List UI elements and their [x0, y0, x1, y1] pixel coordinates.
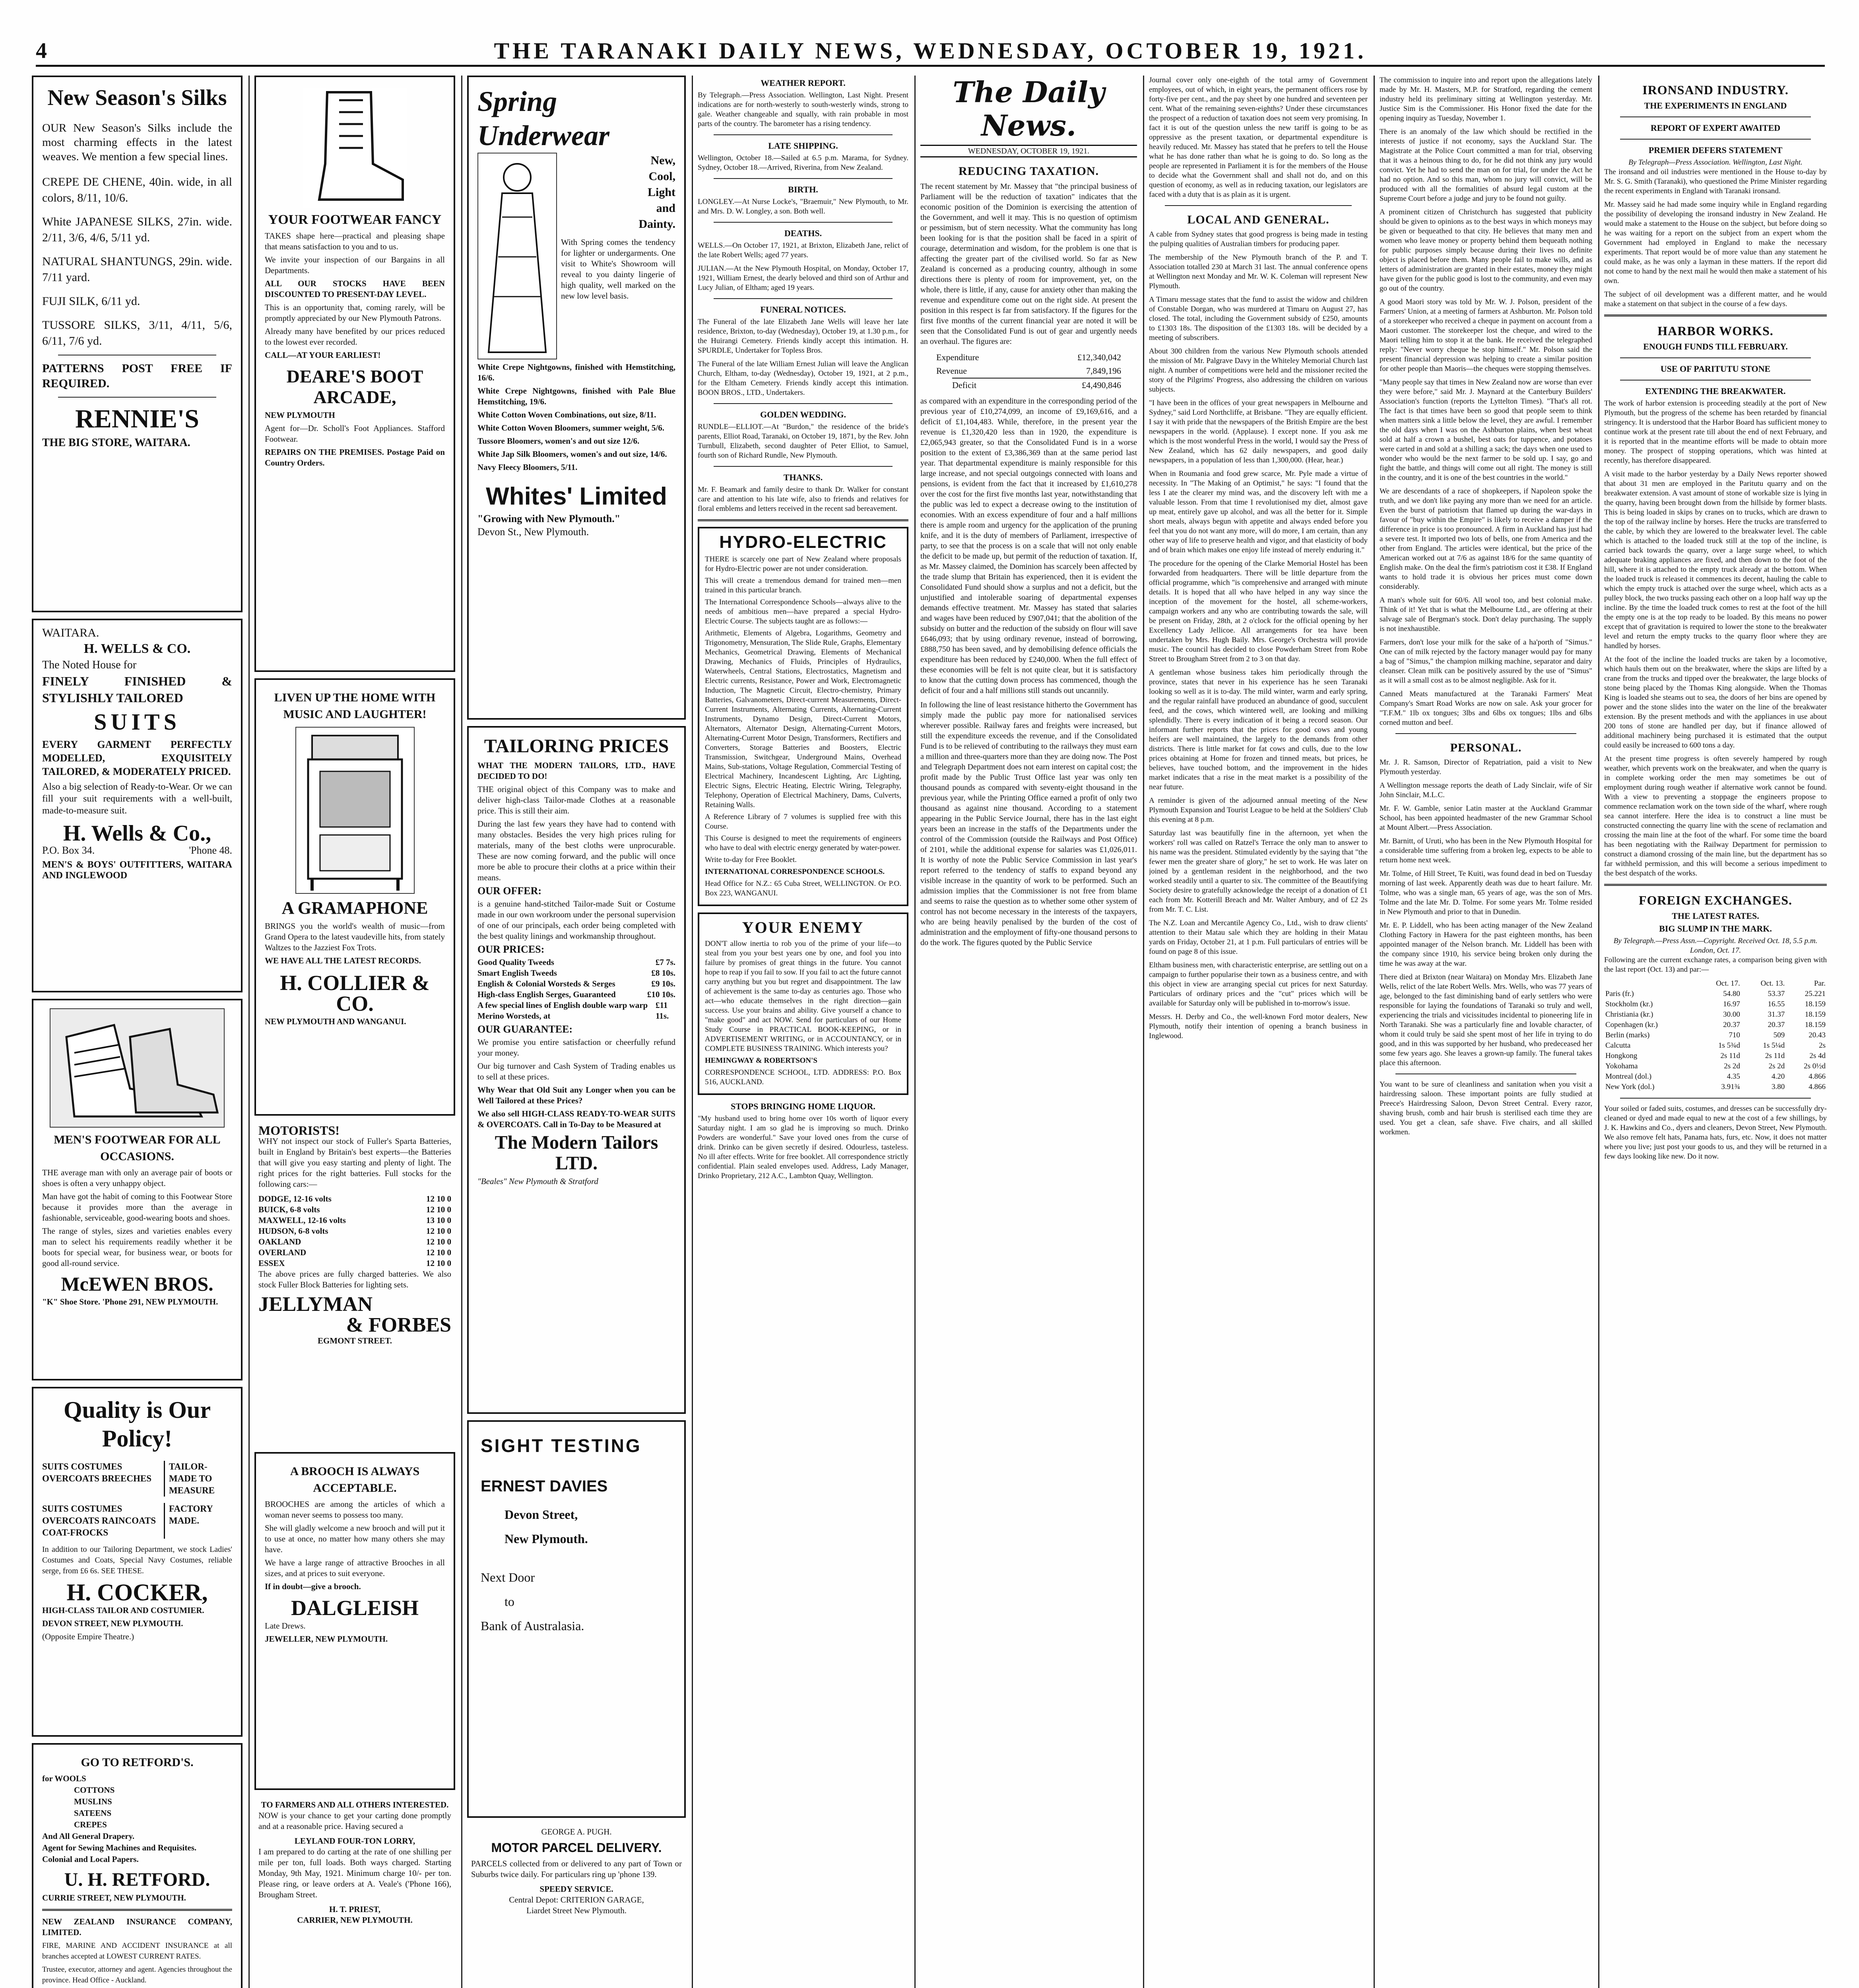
ad-line: SUITS — [94, 709, 180, 735]
article-text: By Telegraph—Press Association. Wellington, Last Night. — [1628, 158, 1803, 167]
article-text: In following the line of least resistance hitherto the Government has simply made the public pay more for nationalised services wherever possible. Railway fares and freights were increased, but still the expenditure exceeds the revenue, and if the Consolidated Fund is to be relieved of contributing to the railways they must earn a million and three-quarters more than they are doing now. The Post and Telegraph Department does not earn interest on capital cost; the profit made by the Public Trust Office last year was only ten thousand pounds as compared with seventy-eight thousand in the previous year, while the Printing Office earned a profit of only two thousand as against nine thousand. According to a statement appearing in the Public Service Journal, there has in the last eight years been an increase in the staffs of the Departments under the control of the Commission (outside the Railways and Post Office) of 2101, while the additional expense for salaries was £1,026,011. It is worthy of note the Public Service Commission in last year's report referred to the tendency of staffs to expand beyond any visible increase in the quantity of work to be performed. Such an admission implies that the Commissioner is not free from blame and seems to raise the question as to whether some other system of control has not become necessary in the interests of the taxpayers, who are being heavily penalised by the burden of the cost of administration and the employment of fifty-one thousand persons to do the work. The figures quoted by the Public Service — [920, 701, 1137, 947]
editorial-masthead: The Daily News. — [953, 76, 1105, 142]
section-subheading: THE EXPERIMENTS IN ENGLAND — [1644, 101, 1787, 111]
ad-paragraph: A Reference Library of 7 volumes is supplied free with this Course. — [705, 813, 901, 831]
ad-line: Late Drews. — [265, 1621, 306, 1631]
ad-side-word: Light — [647, 186, 675, 199]
ad-firm: HEMINGWAY & ROBERTSON'S — [705, 1056, 817, 1065]
ad-line: The Noted House for — [42, 659, 137, 671]
ad-title: New Season's Silks — [47, 85, 227, 110]
section-subheading: THE LATEST RATES. — [1672, 911, 1759, 921]
figure-icon — [478, 153, 556, 359]
price-row: High-class English Serges, Guaranteed £10 10s. — [477, 990, 675, 999]
article-text: You want to be sure of cleanliness and sanitation when you visit a hairdressing saloon. These important points are fully studied at Preece's Hairdressing Saloon, Devon Street Central. Every razor, shaving brush, comb and hair brush is sterilised each time they are used. You get a clean, safe shave. Five chairs, and all skilled workmen. — [1380, 1080, 1592, 1136]
ad-paragraph: Why Wear that Old Suit any Longer when you can be Well Tailored at these Prices? — [477, 1085, 675, 1105]
ad-title: HYDRO-ELECTRIC — [719, 532, 887, 552]
ad-firm: ERNEST DAVIES — [481, 1477, 608, 1495]
article-text: Mr. Tolme, of Hill Street, Te Kuiti, was found dead in bed on Tuesday morning of last week. Apparently death was due to heart failure. Mr. Tolme, who was a single man, 65 years of age, was the son of Mrs. Tolme and the late Mr. D. Tolme. For some years Mr. Tolme resided in New Plymouth and prior to that in Dunedin. — [1380, 870, 1592, 916]
ad-address: "K" Shoe Store. 'Phone 291, NEW PLYMOUTH. — [42, 1297, 218, 1307]
ad-side-word: and — [656, 202, 675, 215]
ad-paragraph: BRINGS you the world's wealth of music—from Grand Opera to the latest vaudeville hits, from stately Waltzes to the Jazziest Fox Trots. — [265, 921, 445, 952]
ad-firm: JELLYMAN — [258, 1293, 373, 1316]
article-text: We are descendants of a race of shopkeepers, if Napoleon spoke the truth, and we don't like paying any more than we need for an article. Even the burst of patriotism that flamed up during the war-days in favour of "buy within the Empire" is likely to receive a damper if the difference in price is too pronounced. A firm in Auckland has just had a severe test. It imported two lots of bells, one from America and the other from England. The articles were identical, but the price of the American worked out at 7/6 as against 18/6 for the same quantity of English make. On the deal the firm's patriotism cost it £38. If England wants to hold trade it is obvious her prices must come down considerably. — [1380, 487, 1592, 591]
collier-ad — [254, 678, 455, 1116]
article-text: A Timaru message states that the fund to assist the widow and children of Constable Dorgan, who was murdered at Timaru on August 27, has closed. The total, including the Government subsidy of £250, amounts to £1303 18s. The disposition of the £1303 18s. will be decided by a meeting of subscribers. — [1149, 295, 1368, 342]
figure-label: Deficit — [952, 380, 977, 390]
article-text: Journal cover only one-eighth of the total army of Government employees, out of which, in eight years, the permanent officers rose by forty-five per cent., and the pay sheet by one hundred and seventeen per cent. What of the remaining seven-eighths? Under these circumstances the prospect of a reduction of taxation does not seem very promising. In fact it is out of the question unless the new tariff is going to be as oppressive as the present taxation, or departmental expenditure is heavily reduced. Mr. Massey has stated that he prefers to tell the House what he has done rather than what he is going to do. So long as the people are represented in Parliament it is for the members of the House to decide what the Government shall and shall not do, and on this question of economy, as well as in reducing taxation, our legislators are faced with a duty that is as plain as it is urgent. — [1149, 76, 1368, 199]
table-row: New York (dol.) 3.91¾ 3.80 4.866 — [1605, 1083, 1826, 1091]
ad-address: "Beales" New Plymouth & Stratford — [477, 1176, 598, 1186]
price-row: English & Colonial Worsteds & Serges £9 10s. — [477, 979, 675, 988]
ad-firm: U. H. RETFORD. — [64, 1869, 210, 1890]
ad-paragraph: Our big turnover and Cash System of Trading enables us to sell at these prices. — [477, 1061, 675, 1081]
ad-line: FINELY FINISHED & STYLISHLY TAILORED — [42, 674, 232, 705]
ad-title: TO FARMERS AND ALL OTHERS INTERESTED. — [261, 1800, 449, 1809]
ad-paragraph: We promise you entire satisfaction or cheerfully refund your money. — [477, 1037, 675, 1058]
column-6 — [1149, 76, 1368, 1988]
ad-paragraph: If in doubt—give a brooch. — [265, 1582, 361, 1591]
figure-label: Expenditure — [936, 352, 979, 362]
article-text: At the foot of the incline the loaded trucks are taken by a locomotive, which hauls them out on the breakwater, where the skips are lifted by a crane from the trucks and tipped over the breakwater, the large blocks of stone being placed by the Thomas King alongside. When the Thomas King is loaded she steams out to sea, the doors of her bins are opened by power and the stone slides into the water on the line of the breakwater extension. By the present methods and with the appliances in use about 200 tons of stone are handled per day, but if finance allowed of additional machinery being purchased it is estimated that the output could easily be increased to 600 tons a day. — [1604, 655, 1827, 749]
section-subheading: EXTENDING THE BREAKWATER. — [1645, 386, 1786, 396]
list-item: White Crepe Nightgowns, finished with Pale Blue Hemstitching, 19/6. — [477, 386, 675, 406]
ad-line: Next Door — [481, 1570, 535, 1584]
ad-paragraph: Arithmetic, Elements of Algebra, Logarithms, Geometry and Trigonometry, Mensuration, The Slide Rule, Graphs, Elementary Mechanics, Geometrical Drawing, Elements of Mechanical Drawing, Mechanics of Fluids, Principles of Hydraulics, Waterwheels, Central Stations, Electrostatics, Magnetism and Electric currents, Resistance, Power and Work, Electromagnetic Induction, The Magnetic Circuit, Electro-chemistry, Primary Batteries, Galvanometers, Direct-current Measurements, Direct-Current Instruments, Alternating Currents, Alternating-Current Instruments, Dynamo Design, Direct-Current Motors, Alternators, Alternator Design, Alternating-Current Motors, Alternating-Current Motor Design, Transformers, Rectifiers and Converters, Storage Batteries and Boosters, Electric Transmission, Switchgear, Underground Mains, Overhead Mains, Sub-stations, Voltage Regulation, Commercial Testing of Electrical Machinery, Incandescent Lighting, Arc Lighting, Electric Signs, Electric Heating, Electric Wiring, Telegraphy, Telephony, Operation of Electrical Machinery, Dams, Culverts, Retaining Walls. — [705, 629, 901, 809]
ad-paragraph: THERE is scarcely one part of New Zealand where proposals for Hydro-Electric power are not under consideration. — [705, 555, 901, 573]
ad-address: DEVON STREET, NEW PLYMOUTH. — [42, 1619, 183, 1628]
price-row: A few special lines of English double warp warp Merino Worsteds, at £11 11s. — [477, 1000, 669, 1021]
column-rule — [692, 76, 693, 1988]
page-number: 4 — [36, 39, 48, 63]
ad-subhead: OUR PRICES: — [477, 944, 545, 955]
article-text: Canned Meats manufactured at the Taranaki Farmers' Meat Company's Smart Road Works are now on sale. Ask your grocer for "T.F.M." 1lb ox tongues; 3lbs and 6lbs ox tongues; 1lbs and 6lbs corned mutton and beef. — [1380, 690, 1592, 727]
ad-firm: INTERNATIONAL CORRESPONDENCE SCHOOLS. — [705, 868, 885, 876]
silk-item: FUJI SILK, 6/11 yd. — [42, 295, 140, 308]
section-heading: WEATHER REPORT. — [761, 78, 846, 88]
article-text: Mr. Barnitt, of Uruti, who has been in the New Plymouth Hospital for a considerable time suffering from a broken leg, expects to be able to return home next week. — [1380, 837, 1592, 864]
list-item: White Cotton Woven Bloomers, summer weight, 5/6. — [477, 423, 664, 433]
ad-paragraph: THE original object of this Company was to make and deliver high-class Tailor-made Clothes at a reasonable price. This is still their aim. — [477, 784, 675, 815]
ad-side-word: Cool, — [648, 170, 675, 183]
ad-title: YOUR FOOTWEAR FANCY — [268, 212, 442, 227]
table-row: Christiania (kr.) 30.00 31.37 18.159 — [1605, 1010, 1826, 1019]
article-text: Farmers, don't lose your milk for the sake of a ha'porth of "Simus." One can of milk rejected by the factory manager would pay for many a bag of "Simus," the champion milking machine, separator and dairy cleanser. Clean milk can be positively assured by the use of "Simus" as it will a small cost as to be almost negligible. Ask for it. — [1380, 638, 1592, 685]
table-row: MAXWELL, 12-16 volts 13 10 0 — [258, 1215, 451, 1225]
garment-list: SUITS COSTUMES OVERCOATS RAINCOATS COAT-FROCKS — [42, 1504, 156, 1538]
silk-item: NATURAL SHANTUNGS, 29in. wide. 7/11 yard. — [42, 255, 232, 284]
ad-paragraph: I am prepared to do carting at the rate of one shilling per mile per ton, full loads. Both ways charged. Starting Monday, 9th May, 1921. Minimum charge 10/- per ton. Please ring, or leave orders at A. Veale's ('Phone 166), Brougham Street. — [258, 1847, 451, 1899]
deare-ad — [254, 76, 455, 672]
garment-type: FACTORY MADE. — [164, 1503, 232, 1539]
section-heading: FOREIGN EXCHANGES. — [1638, 893, 1793, 907]
list-item: Navy Fleecy Bloomers, 5/11. — [477, 462, 578, 472]
ad-paragraph: This Course is designed to meet the requirements of engineers who have to deal with electric energy generated by water-power. — [705, 834, 901, 852]
article-text: WELLS.—On October 17, 1921, at Brixton, Elizabeth Jane, relict of the late Robert Wells; aged 77 years. — [698, 241, 908, 259]
ad-paragraph: Write to-day for Free Booklet. — [705, 856, 797, 864]
list-item: for WOOLS — [42, 1774, 86, 1783]
ad-line: Bank of Australasia. — [481, 1619, 584, 1633]
ad-line: HIGH-CLASS TAILOR AND COSTUMIER. — [42, 1606, 204, 1615]
column-7 — [1380, 76, 1592, 1988]
ad-line: LEYLAND FOUR-TON LORRY, — [294, 1836, 415, 1846]
silk-item: TUSSORE SILKS, 3/11, 4/11, 5/6, 6/11, 7/6 yd. — [42, 318, 232, 348]
ad-address: CARRIER, NEW PLYMOUTH. — [297, 1915, 413, 1925]
editorial-heading: REDUCING TAXATION. — [958, 165, 1099, 178]
column-rule — [1598, 76, 1599, 1988]
ad-title: MEN'S FOOTWEAR FOR ALL OCCASIONS. — [54, 1133, 221, 1163]
ad-title: YOUR ENEMY — [742, 918, 864, 936]
boot-icon — [303, 88, 407, 208]
article-text: Following are the current exchange rates, a comparison being given with the last report (Oct. 13) and par:— — [1604, 956, 1827, 974]
ad-paragraph: This will create a tremendous demand for trained men—men trained in this particular branch. — [705, 577, 901, 594]
article-text: The work of harbor extension is proceeding steadily at the port of New Plymouth, but the progress of the scheme has been retarded by financial stringency. It is understood that the Harbor Board has sufficient money to continue work at the present rate till about the end of next February, and it is reported that in the meantime efforts will be made to obtain more money. The prospect of stopping operations, which was hinted at recently, has therefore disappeared. — [1604, 399, 1827, 465]
column-2 — [254, 76, 455, 1988]
table-row: OVERLAND 12 10 0 — [258, 1248, 451, 1257]
exchange-table — [1604, 978, 1827, 1092]
ad-paragraph: NOW is your chance to get your carting done promptly and at a reasonable price. Having secured a — [258, 1811, 451, 1831]
ad-side-word: New, — [650, 154, 675, 167]
article-text: A man's whole suit for 60/6. All wool too, and best colonial make. Think of it! Yet that is what the Melbourne Ltd., are offering at their salvage sale of Bergman's stock. Don't delay purchasing. The supply is not inexhaustible. — [1380, 596, 1592, 633]
ad-title: LIVEN UP THE HOME WITH MUSIC AND LAUGHTER! — [274, 691, 436, 721]
table-row: Copenhagen (kr.) 20.37 20.37 18.159 — [1605, 1021, 1826, 1029]
article-text: Mr. F. Beamark and family desire to thank Dr. Walker for constant care and attention to his late wife, also to friends and relatives for floral emblems and letters received in the recent sad bereavement. — [698, 485, 908, 513]
table-row: Hongkong 2s 11d 2s 11d 2s 4d — [1605, 1052, 1826, 1060]
ad-firm: & FORBES — [346, 1314, 451, 1336]
ad-paragraph: DON'T allow inertia to rob you of the prime of your life—to steal from you your best years one by one, and fool you into failure by promises of great things in the future. You cannot hope to reap if you fail to sow. If you fail to act the future cannot carry anything but you but regret and disappointment. The law of achievement is the same to-day as centuries ago. Those who act—who educate themselves in the right direction—gain success. Use your brains and ability. Give yourself a chance to "make good" and act NOW. Send for particulars of our Home Study Course in PRACTICAL BOOK-KEEPING, or in ADVERTISEMENT WRITING, or in ACCOUNTANCY, or in COMPLETE BUSINESS TRAINING. Which interests you? — [705, 940, 901, 1053]
store-name: RENNIE'S — [75, 404, 199, 433]
section-heading: BIRTH. — [788, 184, 818, 194]
ad-title: A BROOCH IS ALWAYS ACCEPTABLE. — [290, 1465, 420, 1495]
ad-paragraph: She will gladly welcome a new brooch and will put it to use at once, no matter how many others she may have. — [265, 1523, 445, 1554]
article-text: By Telegraph.—Press Assn.—Copyright. Received Oct. 18, 5.5 p.m. London, Oct. 17. — [1613, 937, 1818, 955]
ad-firm: The Modern Tailors LTD. — [495, 1132, 658, 1174]
article-text: Mr. J. R. Samson, Director of Repatriation, paid a visit to New Plymouth yesterday. — [1380, 758, 1592, 776]
article-text: By Telegraph.—Press Association. Wellington, Last Night. Present indications are for north-westerly to south-westerly winds, strong to gale. Weather changeable and squally, with rain probable in most parts of the country. The barometer has a rising tendency. — [698, 91, 908, 128]
column-rule — [1374, 76, 1375, 1988]
article-text: The commission to inquire into and report upon the allegations lately made by Mr. H. Masters, M.P. for Stratford, regarding the cement industry held its preliminary sitting at Wellington yesterday. Mr. Justice Sim is the Commissioner. His Honor fixed the date for the opening inquiry as Tuesday, November 1. — [1380, 76, 1592, 122]
table-row: OAKLAND 12 10 0 — [258, 1237, 451, 1246]
list-item: SATEENS — [74, 1808, 112, 1818]
list-item: MUSLINS — [74, 1797, 112, 1806]
ad-paragraph: The above prices are fully charged batteries. We also stock Fuller Block Batteries for lighting sets. — [258, 1269, 451, 1289]
ad-paragraph: We invite your inspection of our Bargains in all Departments. — [265, 255, 445, 275]
column-4 — [698, 76, 908, 1988]
article-text: When in Roumania and food grew scarce, Mr. Pyle made a virtue of necessity. In "The Making of an Optimist," he says: "I found that the less I ate the clearer my mind was, and the discovery left with me a valuable lesson. From that time I revolutionised my diet, almost gave up meat, entirely gave up alcohol, and was all the better for it. Simple short meals, always begun with appetite and always ended before you feel that you do not want any more, will do more, I am certain, than any other way of life to preserve health and vigor, and that elasticity of body and of brain which makes one enjoy life instead of merely enduring it." — [1149, 470, 1368, 554]
list-item: Agent for Sewing Machines and Requisites. — [42, 1843, 197, 1852]
article-text: A reminder is given of the adjourned annual meeting of the New Plymouth Expansion and Tourist League to be held at the Soldiers' Club this evening at 8 p.m. — [1149, 796, 1368, 824]
ad-title: Underwear — [477, 120, 610, 151]
ad-title: TAILORING PRICES — [484, 736, 669, 757]
ad-firm: DALGLEISH — [291, 1596, 419, 1620]
table-row: Montreal (dol.) 4.35 4.20 4.866 — [1605, 1072, 1826, 1081]
article-text: Saturday last was beautifully fine in the afternoon, yet when the workers' roll was called on Ratzel's Terrace the only man to answer to his name was the president. Stimulated evidently by the saying that "the fewer men the greater share of glory," he set to work. He was later on joined by a gentleman resident in the neighborhood, and the two worked steadily until a quarter to six. The committee of the Beautifying Society desire to gratefully acknowledge the receipt of a donation of £1 each from Mr. Kotterill Breach and Mr. Walter Ambury, and of £2 2s from Mr. T. C. List. — [1149, 829, 1368, 914]
article-text: A cable from Sydney states that good progress is being made in testing the pulping qualities of Australian timbers for producing paper. — [1149, 230, 1368, 248]
ad-paragraph: Already many have benefited by our prices reduced to the lowest ever recorded. — [265, 326, 445, 347]
ad-address: Devon St., New Plymouth. — [477, 526, 589, 538]
article-text: LONGLEY.—At Nurse Locke's, "Braemuir," New Plymouth, to Mr. and Mrs. D. W. Longley, a son. Both well. — [698, 198, 908, 215]
table-row: HUDSON, 6-8 volts 12 10 0 — [258, 1226, 451, 1236]
ad-line: to — [505, 1594, 514, 1609]
article-text: The ironsand and oil industries were mentioned in the House to-day by Mr. S. G. Smith (Taranaki), who questioned the Prime Minister regarding the recent experiments in England with Taranaki ironsand. — [1604, 168, 1827, 195]
table-row: Stockholm (kr.) 16.97 16.55 18.159 — [1605, 1000, 1826, 1008]
article-text: Mr. Massey said he had made some inquiry while in England regarding the possibility of developing the ironsand industry in New Zealand. He would make a statement to the House on the subject, but before doing so he was waiting for a report on the subject from an expert whom the Government had employed in England to make the necessary experiments. That report would be of more value than any statement he could make, as he was only a layman in these matters. If the report did not come to hand by the next mail he would then make a statement of his own. — [1604, 200, 1827, 285]
ad-line: SPEEDY SERVICE. — [539, 1884, 613, 1894]
retford-ad — [32, 1743, 243, 1988]
column-rule — [248, 76, 250, 1988]
ad-intro: OUR New Season's Silks include the most charming effects in the latest weaves. We mention a few special lines. — [42, 122, 232, 163]
article-text: The membership of the New Plymouth branch of the P. and T. Association totalled 230 at March 31 last. The annual conference opens at Wellington next Monday and Mr. W. K. Coleman will represent New Plymouth. — [1149, 253, 1368, 290]
ad-paragraph: This is an opportunity that, coming rarely, will be promptly appreciated by our New Plymouth Patrons. — [265, 303, 445, 323]
modern-tailors-ad — [467, 726, 686, 1414]
section-heading: GOLDEN WEDDING. — [760, 410, 846, 419]
section-heading: PERSONAL. — [1450, 741, 1522, 754]
ad-paragraph: Trustee, executor, attorney and agent. Agencies throughout the province. Head Office - Auckland. — [42, 1965, 232, 1984]
garment-list: SUITS COSTUMES OVERCOATS BREECHES — [42, 1462, 152, 1483]
ad-line: EVERY GARMENT PERFECTLY MODELLED, EXQUISITELY TAILORED, & MODERATELY PRICED. — [42, 739, 232, 777]
column-3 — [467, 76, 686, 1988]
section-heading: DEATHS. — [784, 228, 822, 238]
wells-ad — [32, 619, 243, 992]
rennies-silks-ad — [32, 76, 243, 612]
po-box: P.O. Box 34. — [42, 845, 95, 856]
article-text: "My husband used to bring home over 10s worth of liquor every Saturday night. I am so glad he is improving so much. Drinko Powders are wonderful." Save your loved ones from the curse of drink. Drinko can be given secretly if desired. Odourless, tasteless. No ill after effects. Write for free booklet. All correspondence strictly confidential. Plain sealed envelopes used. Address, Lady Manager, Drinko Proprietary, 212 A.C., Lambton Quay, Wellington. — [698, 1114, 908, 1180]
ad-subhead: OUR OFFER: — [477, 885, 542, 897]
cocker-ad — [32, 1387, 243, 1737]
ad-title: Spring — [477, 85, 557, 117]
ad-side-word: Dainty. — [638, 217, 675, 231]
ad-paragraph: The range of styles, sizes and varieties enables every man to select his requirements readily whether it be boots for special wear, for business wear, or boots for good all-round service. — [42, 1226, 232, 1268]
article-text: There is an anomaly of the law which should be rectified in the interests of justice if not economy, says the Auckland Star. The Magistrate at the Police Court committed a man for trial, observing that it was a heinous thing to do, for he did not think any jury would convict. Yet he had to send the man on for trial, for under the Act he had no option. And so this man, whom no jury will convict, will be produced with all the formalities of absurd legal custom at the Supreme Court before a judge and jury to be found not guilty. — [1380, 128, 1592, 203]
list-item: Colonial and Local Papers. — [42, 1854, 139, 1864]
ad-paragraph: BROOCHES are among the articles of which a woman never seems to possess too many. — [265, 1499, 445, 1520]
table-row: Yokohama 2s 2d 2s 2d 2s 0½d — [1605, 1062, 1826, 1070]
article-text: Wellington, October 18.—Sailed at 6.5 p.m. Marama, for Sydney. Sydney, October 18.—Arrived, Riverina, from New Zealand. — [698, 154, 908, 172]
table-row: Berlin (marks) 710 509 20.43 — [1605, 1031, 1826, 1039]
editorial-date: WEDNESDAY, OCTOBER 19, 1921. — [920, 145, 1137, 157]
column-5 — [920, 76, 1137, 1988]
ad-paragraph: THE average man with only an average pair of boots or shoes is often a very unhappy object. — [42, 1168, 232, 1188]
ad-paragraph: WHY not inspect our stock of Fuller's Sparta Batteries, built in England by Britain's best experts—the Batteries that will give you easy starting and plenty of light. The right prices for the right batteries. Full stocks for the following cars:— — [258, 1136, 451, 1189]
ad-paragraph: During the last few years they have had to contend with many obstacles. Besides the very high prices ruling for materials, many of the best cloths were unprocurable. These are now coming forward, and the public will once more be able to procure their cloths at a price within their means. — [477, 819, 675, 882]
davies-ad — [467, 1420, 686, 1818]
article-text: The N.Z. Loan and Mercantile Agency Co., Ltd., wish to draw clients' attention to their Matau sale which they are holding in their Matau yards on Friday, October 21, at 1 p.m. Full particulars of entries will be found on page 8 of this issue. — [1149, 919, 1368, 956]
ad-paragraph: Man have got the habit of coming to this Footwear Store because it provides more than the average in fashionable, serviceable, good-wearing boots and shoes. — [42, 1192, 232, 1223]
lady-illustration — [477, 153, 557, 359]
article-text: A good Maori story was told by Mr. W. J. Polson, president of the Farmers' Union, at a meeting of farmers at Ashburton. Mr. Polson told of a storekeeper who received a cheque in payment on account from a Maori customer. The storekeeper lost the cheque, and wired to the Maori telling him to stop it at the bank. He received the telegraphed reply: "Never worry cheque he stop himself." Mr. Polson said the present financial depression was helping to create a similar position for other people than Maoris—the cheques were stopping themselves. — [1380, 298, 1592, 373]
section-heading: IRONSAND INDUSTRY. — [1642, 83, 1789, 97]
section-heading: LATE SHIPPING. — [768, 141, 838, 151]
ad-address: Liardet Street New Plymouth. — [526, 1906, 627, 1915]
ad-address: JEWELLER, NEW PLYMOUTH. — [265, 1634, 388, 1644]
ad-subhead: OUR GUARANTEE: — [477, 1023, 573, 1035]
figure-value: £4,490,846 — [1082, 380, 1121, 390]
table-row: DODGE, 12-16 volts 12 10 0 — [258, 1194, 451, 1204]
ad-title: MOTORISTS! — [258, 1123, 340, 1138]
column-1 — [32, 76, 243, 1988]
ad-line: Also a big selection of Ready-to-Wear. Or we can fill your suit requirements with a well-built, made-to-measure suit. — [42, 782, 232, 816]
store-sub: THE BIG STORE, WAITARA. — [42, 437, 190, 449]
column-rule — [1143, 76, 1144, 1988]
ad-town: WAITARA. — [42, 626, 99, 639]
ad-line: REPAIRS ON THE PREMISES. Postage Paid on Country Orders. — [265, 447, 445, 468]
article-text: Messrs. H. Derby and Co., the well-known Ford motor dealers, New Plymouth, notify their intention of opening a branch business in Inglewood. — [1149, 1013, 1368, 1040]
ad-firm: GEORGE A. PUGH. — [541, 1827, 612, 1837]
list-item: White Cotton Woven Combinations, out size, 8/11. — [477, 410, 656, 419]
table-row: Paris (fr.) 54.80 53.37 25.221 — [1605, 990, 1826, 998]
ad-town: NEW PLYMOUTH — [265, 410, 335, 420]
ad-paragraph: FIRE, MARINE AND ACCIDENT INSURANCE at all branches accepted at LOWEST CURRENT RATES. — [42, 1941, 232, 1961]
article-text: "I have been in the offices of your great newspapers in Melbourne and Sydney," said Lord Northcliffe, at Brisbane. "They are equally efficient. I say it with pride that the newspapers of the British Empire are the best newspapers in the world. (Applause). I except none. If you ask me which is the most wonderful Press in the world, I would say the Press of New Zealand, which has 62 daily newspapers, and good daily newspapers, in a population of less than 1,300,000. (Hear, hear.) — [1149, 399, 1368, 464]
column-8 — [1604, 76, 1827, 1988]
ad-line: WHAT THE MODERN TAILORS, LTD., HAVE DECIDED TO DO! — [477, 761, 675, 781]
ics-ad — [698, 527, 908, 906]
article-text: A visit made to the harbor yesterday by a Daily News reporter showed that about 31 men are employed in the Paritutu quarry and on the breakwater extension. A vast amount of stone of workable size is lying in the quarry, having been brought down from the hillside by former blasts. This is being loaded in skips by cranes on to trucks, which are drawn to the top of the railway incline by horses. Here the trucks are transferred to the cable, by which they are lowered to the breakwater level. The cable which is attached to the loaded truck still at the top of the incline, is carried back towards the quarry, over a large surge wheel, to which adequate braking appliances are fixed, and then down to the foot of the hill, where it is attached to the empty truck already at the bottom. When the loaded truck is released it commences its decent, hauling the cable to which the empty truck is attached over the surge wheel, which acts as a pulley block, the two trucks passing each other on a loop half way up the incline. By the time the loaded truck comes to rest at the foot of the hill the empty one is at the top ready to be loaded. By this means no power except that of gravitation is required to lower the stone to the breakwater level and return the empty trucks to the quarry floor where they are handled by horses. — [1604, 470, 1827, 650]
ad-title: MOTOR PARCEL DELIVERY. — [491, 1840, 662, 1855]
article-text: "Many people say that times in New Zealand now are worse than ever they were before," said Mr. J. Maynard at the Canterbury Builders' Association's function (reports the Lyttelton Times). "That's all rot. The fact is that times have been so good that people seem to think when matters sink a little below the level, they are awful. I remember the old days when I was on the Ashburton plains, when best wheat sold at half a crown a bushel, best oats for tuppence, and potatoes were carted in and sold at a shilling a sack; the days when one used to wonder who would be the next farmer to be sold up. I say, go and fight the battle, and things will come out all right. The money is still in the country, and it is one of the best countries in the world." — [1380, 378, 1592, 482]
article-text: A Wellington message reports the death of Lady Sinclair, wife of Sir John Sinclair, M.L.C. — [1380, 781, 1592, 799]
patterns-note: PATTERNS POST FREE IF REQUIRED. — [42, 362, 232, 390]
dalgleish-ad — [254, 1452, 455, 1790]
masthead — [36, 35, 1825, 67]
ad-address: New Plymouth. — [505, 1532, 588, 1546]
ad-address: EGMONT STREET. — [317, 1336, 392, 1345]
article-text: A gentleman whose business takes him periodically through the province, states that never in his experience has he seen Taranaki looking so well as it is to-day. The mild winter, warm and early spring, and the regular rainfall have produced an abundance of good, succulent feed, and the cows, which wintered well, are looking and milking splendidly. There is every indication of it being a record season. Our informant further reports that the prices for good cows and young heifers are well maintained, the largely to the demands from other districts. There is little market for fat cows and culls, due to the low prices obtaining at Home for frozen and tinned meats, but prices, he believes, have touched bottom, and the improvement in the hides market indicates that a rise in the meat market is a possibility of the near future. — [1149, 668, 1368, 791]
ad-firm: Whites' Limited — [486, 483, 667, 510]
section-subheading: BIG SLUMP IN THE MARK. — [1659, 924, 1772, 934]
figure-value: £12,340,042 — [1077, 352, 1121, 362]
price-row: Smart English Tweeds £8 10s. — [477, 968, 675, 978]
ad-town: NEW PLYMOUTH AND WANGANUI. — [265, 1017, 406, 1026]
jellyman-ad — [254, 1122, 455, 1452]
table-header: Oct. 17. Oct. 13. Par. — [1716, 979, 1826, 988]
ad-paragraph: With Spring comes the tendency for lighter or undergarments. One visit to White's Showroom will reveal to you dainty lingerie of high quality, well marked on the new low level basis. — [561, 237, 675, 301]
silk-item: White JAPANESE SILKS, 27in. wide. 2/11, 3/6, 4/6, 5/11 yd. — [42, 215, 232, 244]
ad-firm: DEARE'S BOOT ARCADE, — [286, 366, 423, 407]
article-text: Mr. E. P. Liddell, who has been acting manager of the New Zealand Clothing Factory in Hawera for the past eighteen months, has been appointed manager of the Nelson branch. Mr. Liddell has been with the company since 1910, his service being broken only during the time he was away at the war. — [1380, 921, 1592, 968]
article-text: The recent statement by Mr. Massey that "the principal business of Parliament will be the reduction of taxation" indicates that the economic position of the Dominion is exercising the attention of the Government, and well it may. This is no question of optimism or pessimism, but of stern necessity. What the community has long been looking for is that the position shall be faced in a spirit of courage, determination and wisdom, for the problem is one that is affecting the greater part of the civilised world. So far as New Zealand is concerned as a producing country, although in some directions there is plenty of room for improvement, yet, on the whole, there is little, if any, cause for anxiety other than making the revenue and expenditure come out on the right side. At present the position in this respect is far from satisfactory. If the figures for the first five months of the current financial year are noted it will be seen that the Consolidated Fund is out of gear and urgently needs an overhaul. The figures are: — [920, 182, 1137, 346]
ad-title: A GRAMAPHONE — [281, 898, 428, 918]
insurance-title: NEW ZEALAND INSURANCE COMPANY, LIMITED. — [42, 1917, 232, 1937]
gramophone-illustration — [295, 727, 415, 894]
ad-firm: McEWEN BROS. — [61, 1273, 213, 1295]
ad-address: CURRIE STREET, NEW PLYMOUTH. — [42, 1893, 186, 1903]
list-item: And All General Drapery. — [42, 1831, 135, 1841]
list-item: White Crepe Nightgowns, finished with Hemstitching, 16/6. — [477, 362, 675, 382]
article-text: Eltham business men, with characteristic enterprise, are settling out on a campaign to further popularise their town as a business centre, and with this object in view are arranging special cut prices for next Saturday. Particulars of ordinary prices and the "cut" prices which will be available for Saturday only will be published in to-morrow's issue. — [1149, 961, 1368, 1008]
ad-paragraph: is a genuine hand-stitched Tailor-made Suit or Costume made in our own workroom under the personal supervision of one of our principals, each order being completed with the best quality linings and workmanship throughout. — [477, 899, 675, 941]
pugh-ad — [467, 1824, 686, 1918]
ad-line: Central Depot: CRITERION GARAGE, — [509, 1895, 644, 1905]
ad-address: Devon Street, — [505, 1507, 578, 1522]
ad-line: Agent for—Dr. Scholl's Foot Appliances. Stafford Footwear. — [265, 423, 445, 444]
ad-firm: H. COLLIER & CO. — [280, 971, 430, 1015]
figure-label: Revenue — [936, 366, 967, 376]
section-subheading: PREMIER DEFERS STATEMENT — [1648, 145, 1783, 155]
silk-item: CREPE DE CHENE, 40in. wide, in all colors, 8/11, 10/6. — [42, 175, 232, 204]
priest-ad — [254, 1796, 455, 1929]
list-item: CREPES — [74, 1820, 107, 1829]
ad-firm: H. COCKER, — [66, 1579, 208, 1606]
article-text: as compared with an expenditure in the corresponding period of the previous year of £10,274,099, an income of £9,169,616, and a deficit of £1,104,483. While, therefore, in the present year the revenue is £1,320,420 less than in 1920, the expenditure is £2,065,943 greater, so that the Consolidated Fund is in a worse position to the extent of £3,386,369 than at the same period last year. That departmental expenditure is mainly responsible for this large increase, and not special outgoings connected with loans and pensions, is evident from the fact that it increased by £1,610,278 over the cost for the first five months last year, notwithstanding that the public was led to expect a decrease owing to the institution of economies. With an excess expenditure of four and a half millions there is ample room and urgency for the application of the pruning knife, and it is the duty of members of Parliament, irrespective of party, to see that the process is on a scale that will not only enable the deficit to be made up, but permit of the reduction of taxation. If, as Mr. Massey claimed, the Dominion has scarcely been affected by the trade slump that Britain has experienced, then it is evident the Consolidated Fund should show a surplus and not a deficit, but the unjustified and intolerable soaring of departmental expenses demands effective treatment. Mr. Massey has stated that salaries and wages have been reduced by £907,041; that the abolition of the subsidy on butter and the reduction of the subsidy on flour will save £646,093; that by using ordinary revenue, instead of borrowing, £888,750 has been saved, and by demobilising defence officials the expenditure has been reduced by £240,000. When the full effect of these economies will be felt is not quite clear, but it is satisfactory to know that the cutting down process has commenced, though the deficit of four and a half millions still stands out uncannily. — [920, 397, 1137, 695]
ad-paragraph: TAKES shape here—practical and pleasing shape that means satisfaction to you and to us. — [265, 231, 445, 251]
boot-illustration — [303, 88, 407, 208]
ad-paragraph: We also sell HIGH-CLASS READY-TO-WEAR SUITS & OVERCOATS. Call in To-Day to be Measured at — [477, 1109, 675, 1129]
column-rule — [461, 76, 462, 1988]
garment-type: TAILOR-MADE TO MEASURE — [164, 1461, 232, 1497]
list-item: White Jap Silk Bloomers, women's and out size, 14/6. — [477, 449, 667, 459]
article-text: Mr. F. W. Gamble, senior Latin master at the Auckland Grammar School, has been appointed headmaster of the new Grammar School at Mount Albert.—Press Association. — [1380, 804, 1592, 832]
section-subheading: ENOUGH FUNDS TILL FEBRUARY. — [1643, 342, 1788, 351]
article-text: The subject of oil development was a different matter, and he would make a statement on that subject in the course of a few days. — [1604, 290, 1827, 308]
ad-paragraph: We have a large range of attractive Brooches in all sizes, and at prices to suit everyone. — [265, 1558, 445, 1578]
ad-line: "Growing with New Plymouth." — [477, 513, 621, 524]
section-heading: LOCAL AND GENERAL. — [1187, 213, 1329, 226]
section-subheading: USE OF PARITUTU STONE — [1660, 364, 1771, 374]
table-row: BUICK, 6-8 volts 12 10 0 — [258, 1205, 451, 1214]
section-heading: THANKS. — [783, 472, 823, 482]
phone-number: 'Phone 48. — [189, 845, 232, 856]
table-row: ESSEX 12 10 0 — [258, 1258, 451, 1268]
ad-paragraph: ALL OUR STOCKS HAVE BEEN DISCOUNTED TO PRESENT-DAY LEVEL. — [265, 279, 445, 299]
section-heading: FUNERAL NOTICES. — [760, 305, 846, 315]
article-text: The Funeral of the late William Ernest Julian will leave the Anglican Church, Eltham, to-day (Wednesday), October 19, 1921, at 2 p.m., for the Eltham Cemetery. Friends kindly accept this intimation. BOON BROS., LTD., Undertakers. — [698, 360, 908, 397]
ad-title: GO TO RETFORD'S. — [81, 1756, 194, 1769]
ad-paragraph: PARCELS collected from or delivered to any part of Town or Suburbs twice daily. For particulars ring up 'phone 139. — [471, 1859, 682, 1879]
hemingway-ad — [698, 912, 908, 1095]
figure-value: 7,849,196 — [1086, 366, 1121, 376]
article-text: The procedure for the opening of the Clarke Memorial Hostel has been forwarded from headquarters. There will be little departure from the official programme, which "is comprehensive and arranged with minute details. It is hoped that all who have helped in any way since the inception of the movement for the hostel, all scheme-workers, campaign workers and any who are contributing towards the sale, will be present on Friday, 28th, at 2 o'clock for the official opening by her Excellency Lady Jellicoe. All arrangements for tea have been undertaken by Mrs. Hugh Baily. Mrs. George's Orchestra will provide music. The council has decided to close Powderham Street from Robe Street to Brougham Street from 2 to 3 on that day. — [1149, 559, 1368, 663]
article-text: Your soiled or faded suits, costumes, and dresses can be successfully dry-cleaned or dyed and made equal to new at the cost of a few shillings, by J. K. Hawkins and Co., dyers and cleaners, Devon Street, New Plymouth. We also remove felt hats, Panama hats, furs, etc. Now, it does not matter where you live; just post your goods to us, and they will be returned in a few days looking like new. Do it now. — [1604, 1105, 1827, 1161]
ad-title: H. WELLS & CO. — [83, 641, 191, 656]
article-text: The Funeral of the late Elizabeth Jane Wells will leave her late residence, Brixton, to-day (Wednesday), October 19, at 1.30 p.m., for the Huirangi Cemetery. Friends kindly accept this intimation. H. SPURDLE, Undertaker for Topless Bros. — [698, 318, 908, 355]
figures-table — [936, 351, 1121, 392]
article-text: JULIAN.—At the New Plymouth Hospital, on Monday, October 17, 1921, William Ernest, the dearly beloved and third son of Arthur and Lucy Julian, of Eltham; aged 19 years. — [698, 264, 908, 292]
table-row: Calcutta 1s 5¾d 1s 5¼d 2s — [1605, 1041, 1826, 1050]
ad-firm: H. T. PRIEST, — [329, 1905, 380, 1914]
list-item: Tussore Bloomers, women's and out size 12/6. — [477, 436, 640, 446]
article-text: RUNDLE—ELLIOT.—At "Burdon," the residence of the bride's parents, Elliot Road, Taranaki, on October 19, 1871, by the Rev. John Turnbull, Elizabeth, second daughter of Peter Elliot, to Samuel, fourth son of Richard Rundle, New Plymouth. — [698, 423, 908, 460]
ad-address: CORRESPONDENCE SCHOOL, LTD. ADDRESS: P.O. Box 516, AUCKLAND. — [705, 1068, 901, 1086]
ad-paragraph: WE HAVE ALL THE LATEST RECORDS. — [265, 956, 421, 965]
section-heading: STOPS BRINGING HOME LIQUOR. — [731, 1101, 875, 1111]
list-item: COTTONS — [74, 1785, 115, 1795]
shoe-icon — [50, 1009, 224, 1127]
ad-paragraph: In addition to our Tailoring Department, we stock Ladies' Costumes and Coats, Special Navy Costumes, reliable serge, from £6 6s. SEE THESE. — [42, 1545, 232, 1575]
ad-title: SIGHT TESTING — [481, 1435, 642, 1456]
article-text: A prominent citizen of Christchurch has suggested that publicity should be given to opinions as to the best ways in which moneys may be given or bequeathed to that city. He believes that many men and women who leave money or property behind them bequeath nothing for public purposes simply because during their lives no definite object is placed before them. Many people fail to make wills, and as letters of administration are granted in their estates, money they might have given for the public good is lost to the community, and even may go out of the country. — [1380, 208, 1592, 293]
section-subheading: REPORT OF EXPERT AWAITED — [1650, 123, 1781, 133]
price-row: Good Quality Tweeds £7 7s. — [477, 957, 675, 967]
ad-title: Quality is Our Policy! — [63, 1397, 211, 1452]
newspaper-title: THE TARANAKI DAILY NEWS, WEDNESDAY, OCTOBER 19, 1921. — [494, 38, 1367, 64]
mcewen-ad — [32, 999, 243, 1380]
ad-firm: H. Wells & Co., — [63, 821, 212, 846]
ad-line: (Opposite Empire Theatre.) — [42, 1632, 134, 1641]
whites-ad — [467, 76, 686, 720]
ad-line: MEN'S & BOYS' OUTFITTERS, WAITARA AND INGLEWOOD — [42, 860, 232, 881]
section-heading: HARBOR WORKS. — [1657, 324, 1774, 338]
article-text: At the present time progress is often severely hampered by rough weather, which prevents work on the breakwater, and when the quarry is in complete working order the men may sometimes be out of employment during rough weather if alternative work cannot be found. With a view to preventing a stoppage the engineers propose to commence reclamation work on the town side of the wharf, where rough sea cannot interfere. Here the idea is to construct a line must be constructed connecting the quarry line with the scene of reclamation and crossing the main line at the foot of the wharf. For some time the board has been negotiating with the Railway Department for permission to construct a diamond crossing of the main line, but the department has so far withheld permission, and this will become a serious impediment to the best despatch of the works. — [1604, 755, 1827, 878]
article-text: About 300 children from the various New Plymouth schools attended the mission of Mr. Palgrave Davy in the Whiteley Memorial Church last night. A number of competitions were held and the missioner recited the story of the Pilgrims' Progress, also addressing the children on various subjects. — [1149, 347, 1368, 394]
column-rule — [914, 76, 916, 1988]
ad-paragraph: CALL—AT YOUR EARLIEST! — [265, 350, 381, 360]
article-text: There died at Brixton (near Waitara) on Monday Mrs. Elizabeth Jane Wells, relict of the late Robert Wells. Mrs. Wells, who was 77 years of age, belonged to the fast diminishing band of early settlers who were responsible for laying the foundations of Taranaki so truly and well, experiencing the trials and vicissitudes incidental to pioneering life in North Taranaki. She was a particularly fine and lovable character, of whom it could truly be said she spent most of her life in trying to do good, and in this was supported by her husband, who predeceased her some few years ago. She leaves a grown-up family. The funeral takes place this afternoon. — [1380, 973, 1592, 1067]
shoes-illustration — [50, 1008, 225, 1128]
ad-address: Head Office for N.Z.: 65 Cuba Street, WELLINGTON. Or P.O. Box 223, WANGANUI. — [705, 879, 901, 897]
ad-paragraph: The International Correspondence Schools—always alive to the needs of ambitious men—have prepared a special Hydro-Electric Course. The subjects taught are as follows:— — [705, 598, 901, 625]
gramophone-icon — [296, 728, 414, 893]
